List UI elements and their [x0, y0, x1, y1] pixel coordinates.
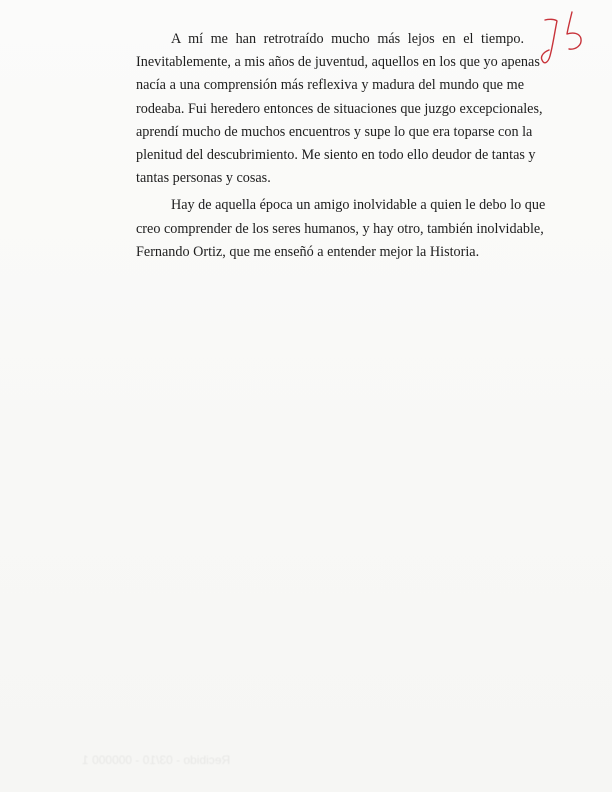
text-line: rodeaba. Fui heredero entonces de situaciones que juzgo excepcionales, [136, 100, 543, 117]
text-line: A mí me han retrotraído mucho más lejos en el tiempo. [171, 31, 524, 47]
text-line: plenitud del descubrimiento. Me siento en todo ello deudor de tantas y [136, 147, 536, 164]
text-line: Fernando Ortiz, que me enseñó a entender mejor la Historia. [136, 243, 480, 260]
text-line: creo comprender de los seres humanos, y hay otro, también inolvidable, [136, 220, 544, 237]
paragraph-1 [101, 28, 543, 190]
handwritten-page-number [540, 10, 588, 70]
body-text [101, 28, 546, 268]
text-line: tantas personas y cosas. [136, 170, 271, 187]
text-line: Inevitablemente, a mis años de juventud, aquellos en los que yo apenas [136, 54, 540, 71]
text-line: aprendí mucho de muchos encuentros y supe lo que era toparse con la [136, 123, 533, 140]
text-line: nacía a una comprensión más reflexiva y madura del mundo que me [136, 77, 524, 94]
paragraph-2 [101, 194, 546, 264]
text-line: Hay de aquella época un amigo inolvidable a quien le debo lo que [171, 197, 546, 214]
bleed-through-stamp: Recibido - 03/10 - 000000 1 [82, 753, 231, 767]
